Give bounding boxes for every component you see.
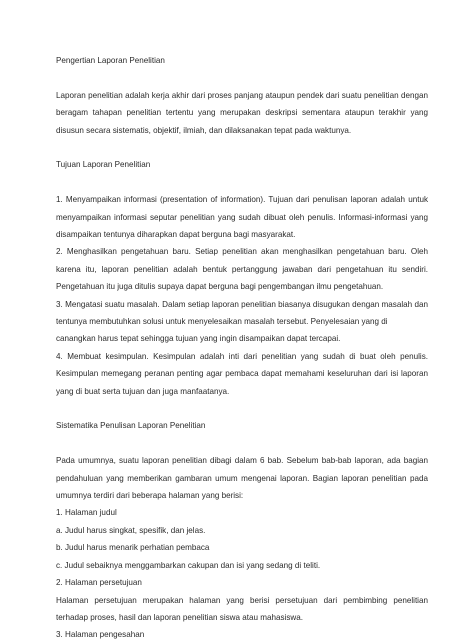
paragraph-sistematika: Pada umumnya, suatu laporan penelitian dibagi dalam 6 bab. Sebelum bab-bab laporan, ada bagian pendahuluan yang memberikan gambaran umum mengenai laporan. Bagian laporan penelitian pada umumnya terdiri dari beberapa halaman yang berisi: (56, 456, 428, 501)
tujuan-item-4: 4. Membuat kesimpulan. Kesimpulan adalah inti dari penelitian yang sudah di buat oleh penulis. Kesimpulan memegang peranan penting agar pembaca dapat memahami keseluruhan dari isi laporan yang di buat serta tujuan dan juga manfaatanya. (56, 351, 428, 396)
list-item-halaman-pengesahan: 3. Halaman pengesahan (56, 630, 145, 640)
spacer (56, 400, 428, 417)
spacer (56, 435, 428, 452)
tujuan-item-1: 1. Menyampaikan informasi (presentation of information). Tujuan dari penulisan laporan adalah untuk menyampaikan informasi seputar penelitian yang sudah dibuat oleh penulis. Informasi-informasi yang disampaikan tentunya diharapkan dapat berguna bagi masyarakat. (56, 195, 428, 240)
heading-sistematika: Sistematika Penulisan Laporan Penelitian (56, 421, 206, 431)
paragraph-halaman-persetujuan: Halaman persetujuan merupakan halaman yang berisi persetujuan dari pembimbing penelitian terhadap proses, hasil dan laporan penelitian siswa atau mahasiswa. (56, 595, 428, 622)
sublist-item-b: b. Judul harus menarik perhatian pembaca (56, 543, 210, 553)
spacer (56, 139, 428, 156)
paragraph-pengertian: Laporan penelitian adalah kerja akhir dari proses panjang ataupun pendek dari suatu penelitian dengan beragam tahapan penelitian tertentu yang merupakan deskripsi sementara ataupun terakhir yang disusun secara sistematis, objektif, ilmiah, dan dilaksanakan tepat pada waktunya. (56, 90, 428, 135)
tujuan-item-3: 3. Mengatasi suatu masalah. Dalam setiap laporan penelitian biasanya disugukan dengan masalah dan tentunya membutuhkan solusi untuk menyelesaikan masalah tersebut. Penyelesaian yang di (56, 299, 428, 327)
spacer (56, 69, 428, 86)
heading-tujuan: Tujuan Laporan Penelitian (56, 160, 151, 170)
spacer (56, 174, 428, 191)
heading-pengertian: Pengertian Laporan Penelitian (56, 56, 165, 65)
list-item-halaman-judul: 1. Halaman judul (56, 508, 117, 518)
tujuan-item-3-continued: canangkan harus tepat sehingga tujuan yang ingin disampaikan dapat tercapai. (56, 334, 341, 344)
sublist-item-c: c. Judul sebaiknya menggambarkan cakupan dan isi yang sedang di teliti. (56, 560, 321, 570)
tujuan-item-2: 2. Menghasilkan pengetahuan baru. Setiap penelitian akan menghasilkan pengetahuan baru. Oleh karena itu, laporan penelitian adalah bentuk pertanggung jawaban dari pengetahuan itu sendiri. Pengetahuan itu juga ditulis supaya dapat berguna bagi pengembangan ilmu pengetahuan. (56, 247, 428, 292)
sublist-item-a: a. Judul harus singkat, spesifik, dan jelas. (56, 525, 206, 535)
list-item-halaman-persetujuan: 2. Halaman persetujuan (56, 578, 142, 588)
